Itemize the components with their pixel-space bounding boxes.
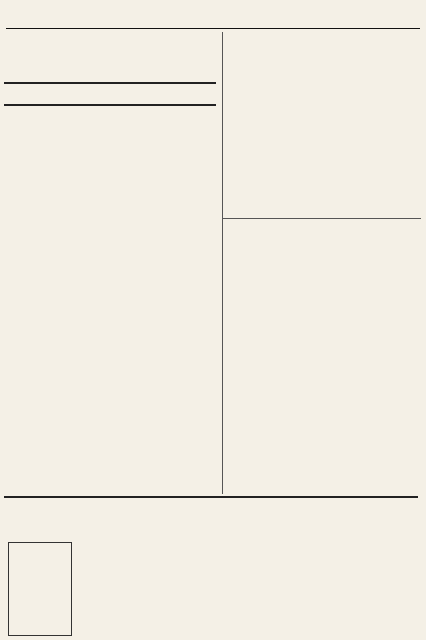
aviation-article (4, 82, 218, 494)
masthead (6, 8, 420, 29)
movie-banner (4, 496, 418, 638)
feature-article (222, 32, 421, 494)
banner-body (4, 542, 414, 636)
article-headline (4, 82, 216, 106)
